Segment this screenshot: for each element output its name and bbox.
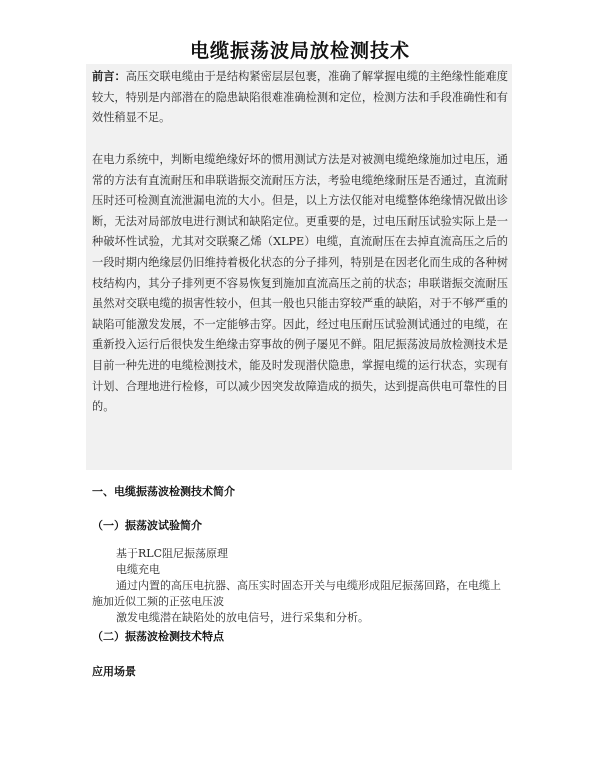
subsection-heading-features: （二）振荡波检测技术特点 (92, 630, 224, 643)
preface-text: 高压交联电缆由于是结构紧密层层包裹，准确了解掌握电缆的主绝缘性能难度较大，特别是内部潜在的隐患缺陷很难准确检测和定位，检测方法和手段准确性和有效性稍显不足。 (92, 70, 508, 125)
principle-list (92, 546, 508, 626)
list-item: 通过内置的高压电抗器、高压实时固态开关与电缆形成阻尼振荡回路，在电缆上施加近似工频的正弦电压波 (92, 579, 501, 608)
subsection-heading-scenarios: 应用场景 (92, 665, 136, 678)
document-title: 电缆振荡波局放检测技术 (189, 40, 410, 62)
body-paragraph: 在电力系统中，判断电缆绝缘好坏的惯用测试方法是对被测电缆绝缘施加过电压，通常的方法有直流耐压和串联谐振交流耐压方法，考验电缆绝缘耐压是否通过，直流耐压时还可检测直流泄漏电流的大小。但是，以上方法仅能对电缆整体绝缘情况做出诊断，无法对局部放电进行测试和缺陷定位。更重要的是，过电压耐压试验实际上是一种破坏性试验，尤其对交联聚乙烯（XLPE）电缆，直流耐压在去掉直流高压之后的一段时期内绝缘层仍旧维持着极化状态的分子排列，特别是在因老化而生成的各种树枝结构内，其分子排列更不容易恢复到施加直流高压之前的状态；串联谐振交流耐压虽然对交联电缆的损害性较小，但其一般也只能击穿较严重的缺陷，对于不够严重的缺陷可能激发发展，不一定能够击穿。因此，经过电压耐压试验测试通过的电缆，在重新投入运行后很快发生绝缘击穿事故的例子屡见不鲜。阻尼振荡波局放检测技术是目前一种先进的电缆检测技术，能及时发现潜伏隐患，掌握电缆的运行状态，实现有计划、合理地进行检修，可以减少因突发故障造成的损失，达到提高供电可靠性的目的。 (92, 153, 508, 414)
list-item: 电缆充电 (116, 563, 160, 576)
list-item: 激发电缆潜在缺陷处的放电信号，进行采集和分析。 (116, 611, 369, 624)
list-item: 基于RLC阻尼振荡原理 (116, 547, 229, 560)
section-heading-intro: 一、电缆振荡波检测技术简介 (92, 485, 235, 498)
preface-label: 前言： (92, 70, 126, 83)
preface-paragraph (92, 67, 508, 129)
subsection-heading-test-intro: （一）振荡波试验简介 (92, 519, 202, 532)
